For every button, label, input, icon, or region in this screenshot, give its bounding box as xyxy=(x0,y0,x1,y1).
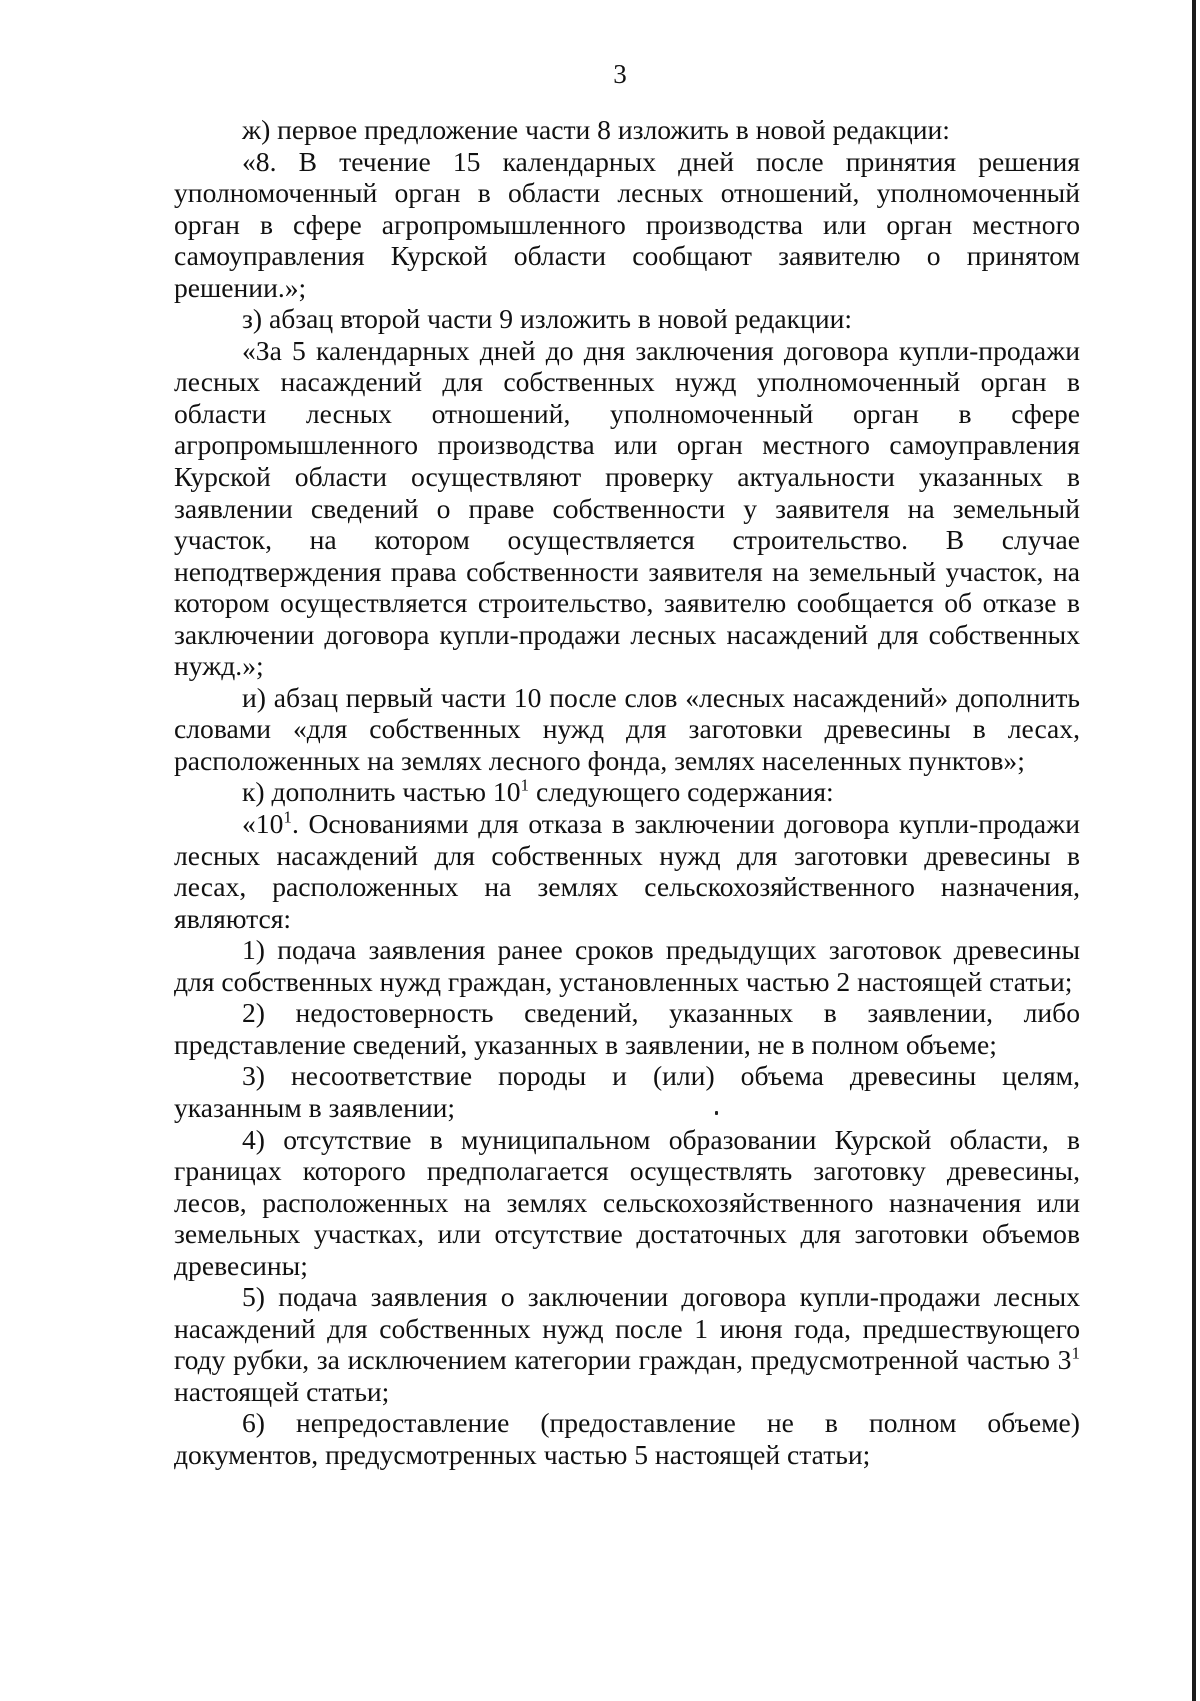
superscript: 1 xyxy=(283,807,292,827)
paragraph-k xyxy=(174,776,1080,808)
list-item-5 xyxy=(174,1281,1080,1407)
paragraph-10-1-quote xyxy=(174,808,1080,934)
paragraph-k-before: к) дополнить частью 10 xyxy=(242,776,521,808)
superscript: 1 xyxy=(1071,1344,1080,1364)
paragraph-zh: ж) первое предложение части 8 изложить в новой редакции: xyxy=(242,114,950,145)
list-item-4: 4) отсутствие в муниципальном образовании Курской области, в границах которого предполагается осуществлять заготовку древесины, лесов, расположенных на землях сельскохозяйственного назначения или земельных участках, или отсутствие достаточных для заготовки объемов древесины; xyxy=(174,1123,1080,1281)
list-item-1: 1) подача заявления ранее сроков предыдущих заготовок древесины для собственных нужд граждан, установленных частью 2 настоящей статьи; xyxy=(174,934,1080,997)
list-item-5-before: 5) подача заявления о заключении договора купли-продажи лесных насаждений для собственных нужд после 1 июня года, предшествующего году рубки, за исключением категории граждан, предусмотренной частью 3 xyxy=(174,1281,1080,1376)
list-item-2: 2) недостоверность сведений, указанных в заявлении, либо представление сведений, указанных в заявлении, не в полном объеме; xyxy=(174,997,1080,1060)
paragraph-10-1-before: «10 xyxy=(242,808,284,840)
paragraph-z: з) абзац второй части 9 изложить в новой редакции: xyxy=(242,303,853,335)
superscript: 1 xyxy=(520,776,530,796)
paragraph-9-quote: «За 5 календарных дней до дня заключения договора купли-продажи лесных насаждений для собственных нужд уполномоченный орган в области лесных отношений, уполномоченный орган в сфере агропромышленного производства или орган местного самоуправления Курской области осуществляют проверку актуальности указанных в заявлении сведений о праве собственности у заявителя на земельный участок, на котором осуществляется строительство. В случае неподтверждения права собственности заявителя на земельный участок, на котором осуществляется строительство, заявителю сообщается об отказе в заключении договора купли-продажи лесных насаждений для собственных нужд.»; xyxy=(174,334,1080,682)
list-item-5-after: настоящей статьи; xyxy=(174,1375,390,1407)
paragraph-8-quote: «8. В течение 15 календарных дней после принятия решения уполномоченный орган в области лесных отношений, уполномоченный орган в сфере агропромышленного производства или орган местного самоуправления Курской области сообщают заявителю о принятом решении.»; xyxy=(174,145,1080,303)
paragraph-k-after: следующего содержания: xyxy=(529,776,834,808)
scan-speck xyxy=(715,1111,718,1115)
scan-edge-line xyxy=(1192,0,1196,1701)
list-item-3: 3) несоответствие породы и (или) объема древесины целям, указанным в заявлении; xyxy=(174,1060,1080,1123)
list-item-6: 6) непредоставление (предоставление не в полном объеме) документов, предусмотренных частью 5 настоящей статьи; xyxy=(174,1407,1080,1470)
paragraph-10-1-after: . Основаниями для отказа в заключении договора купли-продажи лесных насаждений для собственных нужд для заготовки древесины в лесах, расположенных на землях сельскохозяйственного назначения, являются: xyxy=(174,808,1080,934)
document-body xyxy=(174,114,1080,1471)
page-number: 3 xyxy=(613,59,627,89)
paragraph-i: и) абзац первый части 10 после слов «лесных насаждений» дополнить словами «для собственных нужд для заготовки древесины в лесах, расположенных на землях лесного фонда, землях населенных пунктов»; xyxy=(174,681,1080,776)
